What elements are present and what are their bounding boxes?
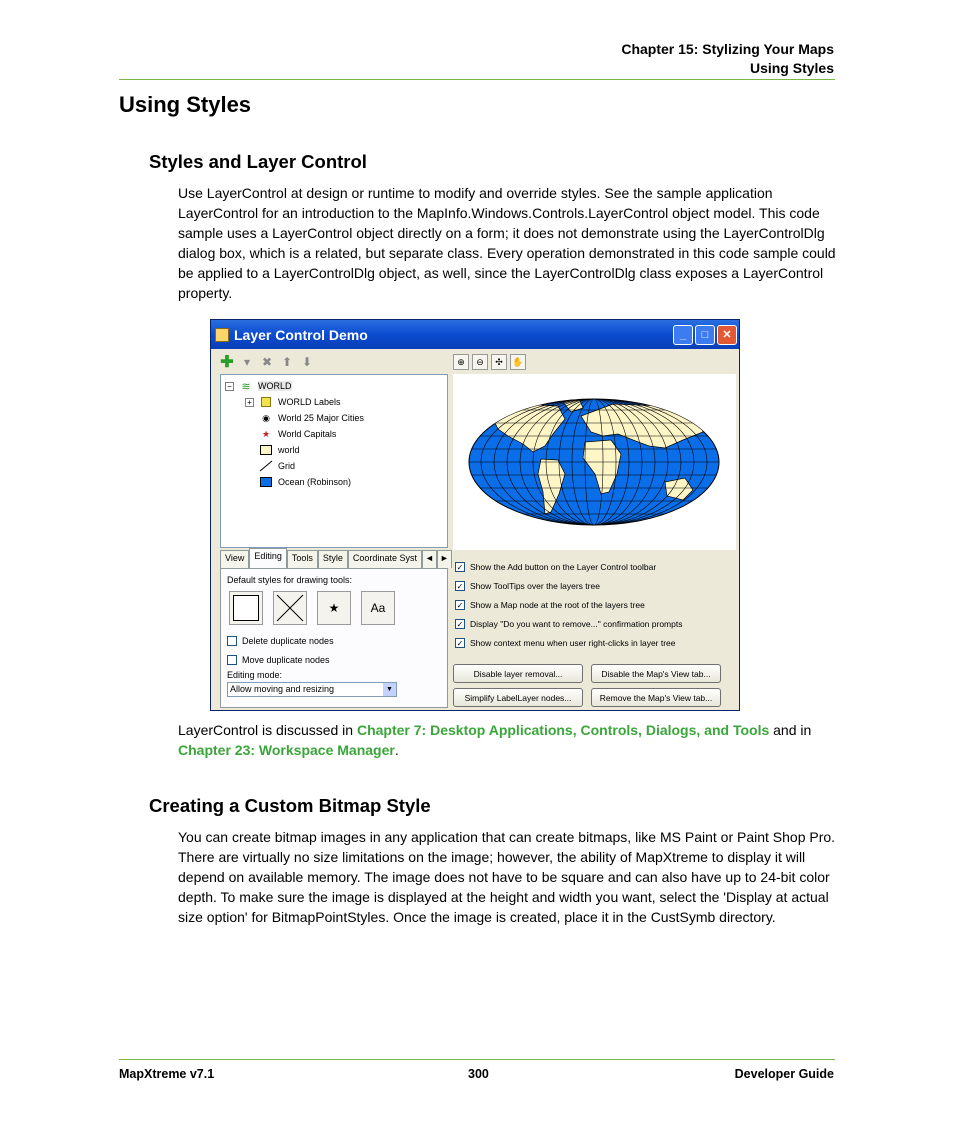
option-row[interactable] xyxy=(455,614,682,633)
layer-control-dialog xyxy=(210,319,740,711)
ref-post: . xyxy=(394,742,399,758)
checked-checkbox[interactable]: ✓ xyxy=(456,638,464,648)
tree-item-label: World 25 Major Cities xyxy=(278,413,364,423)
tab-editing[interactable]: Editing xyxy=(249,548,287,568)
text-style-button[interactable] xyxy=(361,591,395,625)
checked-checkbox[interactable]: ✓ xyxy=(456,581,464,591)
header-chapter: Chapter 15: Stylizing Your Maps xyxy=(621,41,834,57)
region-swatch-icon xyxy=(259,444,273,456)
chapter-23-link[interactable]: Chapter 23: Workspace Manager xyxy=(178,742,395,758)
label-layer-icon xyxy=(259,396,273,408)
editing-mode-select[interactable] xyxy=(227,682,397,697)
option-row[interactable] xyxy=(455,633,682,652)
chapter-references xyxy=(178,720,838,760)
simplify-labellayer-button[interactable]: Simplify LabelLayer nodes... xyxy=(453,688,583,707)
layers-icon: ≋ xyxy=(241,380,251,393)
tree-item-label: world xyxy=(278,445,300,455)
zoom-out-icon[interactable]: ⊖ xyxy=(472,354,488,370)
editing-tab-panel xyxy=(220,568,448,708)
remove-layer-icon[interactable]: ✖ xyxy=(261,355,273,369)
point-icon: ◉ xyxy=(262,412,270,423)
move-duplicate-label: Move duplicate nodes xyxy=(242,654,330,665)
app-icon xyxy=(215,328,229,342)
footer-guide: Developer Guide xyxy=(734,1067,834,1081)
dialog-title: Layer Control Demo xyxy=(234,326,368,343)
option-row[interactable] xyxy=(455,595,682,614)
map-panel xyxy=(451,351,737,709)
move-up-icon[interactable]: ⬆ xyxy=(281,355,293,369)
tree-item[interactable] xyxy=(225,426,443,442)
option-label: Display "Do you want to remove..." confirmation prompts xyxy=(470,618,683,629)
option-label: Show context menu when user right-clicks in layer tree xyxy=(470,637,676,648)
tree-item-label: Ocean (Robinson) xyxy=(278,477,352,487)
section-heading-layer-control: Styles and Layer Control xyxy=(149,151,367,172)
line-icon xyxy=(259,460,273,472)
remove-view-tab-button[interactable]: Remove the Map's View tab... xyxy=(591,688,721,707)
button-row-2 xyxy=(453,688,721,707)
expand-icon[interactable]: + xyxy=(245,398,254,407)
section-body-bitmap-style: You can create bitmap images in any application that can create bitmaps, like MS Paint or Paint Shop Pro. There are virtually no size limitations on the image; however, the ability of MapXtreme to display it will depend on available memory. The image does not have to be square and can also have up to 24-bit color depth. To make sure the image is displayed at the height and width you want, select the 'Display at actual size option' for BitmapPointStyles. Once the image is created, place it in the CustSymb directory. xyxy=(178,829,836,925)
region-style-button[interactable] xyxy=(229,591,263,625)
tree-item[interactable] xyxy=(225,410,443,426)
layers-tree[interactable] xyxy=(220,374,448,548)
chevron-down-icon[interactable]: ▼ xyxy=(383,683,396,696)
option-label: Show a Map node at the root of the layers tree xyxy=(470,599,645,610)
cross-line-icon xyxy=(275,593,305,623)
pan-hand-icon[interactable]: ✋ xyxy=(510,354,526,370)
page-title: Using Styles xyxy=(119,92,252,117)
footer-rule xyxy=(119,1059,835,1060)
editing-mode-value: Allow moving and resizing xyxy=(230,684,335,694)
collapse-icon[interactable]: − xyxy=(225,382,234,391)
option-row[interactable] xyxy=(455,557,682,576)
move-down-icon[interactable]: ⬇ xyxy=(301,355,313,369)
tree-item[interactable] xyxy=(225,474,443,490)
footer-product: MapXtreme v7.1 xyxy=(119,1067,215,1081)
maximize-button[interactable]: □ xyxy=(695,325,715,345)
delete-duplicate-option[interactable] xyxy=(227,631,441,650)
center-icon[interactable]: ✣ xyxy=(491,354,507,370)
map-toolbar xyxy=(451,351,737,373)
chapter-7-link[interactable]: Chapter 7: Desktop Applications, Controls, Dialogs, and Tools xyxy=(356,722,770,738)
default-styles-label: Default styles for drawing tools: xyxy=(227,575,353,585)
star-icon: ★ xyxy=(328,601,340,615)
star-icon: ★ xyxy=(261,428,271,439)
header-rule xyxy=(119,79,835,80)
layer-toolbar xyxy=(215,351,449,373)
tab-view[interactable]: View xyxy=(220,550,249,568)
square-icon xyxy=(233,595,259,621)
move-duplicate-checkbox[interactable] xyxy=(227,655,237,665)
option-row[interactable] xyxy=(455,576,682,595)
disable-layer-removal-button[interactable]: Disable layer removal... xyxy=(453,664,583,683)
tree-item[interactable] xyxy=(225,394,443,410)
layer-tabs xyxy=(220,550,448,568)
tab-scroll-right-icon[interactable]: ► xyxy=(437,550,452,568)
tree-item-label: WORLD xyxy=(258,381,292,391)
layer-control-panel xyxy=(215,351,449,709)
tab-coordinate-syst[interactable]: Coordinate Syst xyxy=(348,550,422,568)
tab-scroll-left-icon[interactable]: ◄ xyxy=(422,550,437,568)
blue-swatch-icon xyxy=(259,476,273,488)
checked-checkbox[interactable]: ✓ xyxy=(456,562,464,572)
ref-mid: and in xyxy=(769,722,812,738)
tree-item[interactable] xyxy=(225,458,443,474)
world-map-image xyxy=(453,374,736,550)
page-number: 300 xyxy=(468,1067,489,1081)
tab-tools[interactable]: Tools xyxy=(287,550,318,568)
checked-checkbox[interactable]: ✓ xyxy=(456,619,464,629)
editing-mode-label: Editing mode: xyxy=(227,670,283,680)
section-body-layer-control: Use LayerControl at design or runtime to modify and override styles. See the sample application LayerControl for an introduction to the MapInfo.Windows.Controls.LayerControl object model. This code sample uses a LayerControl object directly on a form; it does not demonstrate using the LayerControlDlg dialog box, which is a related, but separate class. Every operation demonstrated in this code sample could be applied to a LayerControlDlg object, as well, since the LayerControlDlg class exposes a LayerControl property. xyxy=(178,185,836,301)
map-view[interactable] xyxy=(453,374,736,550)
button-row-1 xyxy=(453,664,721,683)
dropdown-arrow-icon[interactable]: ▾ xyxy=(243,355,251,369)
running-header xyxy=(621,40,834,78)
disable-view-tab-button[interactable]: Disable the Map's View tab... xyxy=(591,664,721,683)
delete-duplicate-checkbox[interactable] xyxy=(227,636,237,646)
section-heading-bitmap-style: Creating a Custom Bitmap Style xyxy=(149,795,431,816)
text-icon: Aa xyxy=(370,601,386,615)
symbol-style-button[interactable] xyxy=(317,591,351,625)
zoom-in-icon[interactable]: ⊕ xyxy=(453,354,469,370)
checked-checkbox[interactable]: ✓ xyxy=(456,600,464,610)
tree-item[interactable] xyxy=(225,378,443,394)
ref-pre: LayerControl is discussed in xyxy=(178,722,357,738)
minimize-button[interactable]: _ xyxy=(673,325,693,345)
line-style-button[interactable] xyxy=(273,591,307,625)
tree-item[interactable] xyxy=(225,442,443,458)
delete-duplicate-label: Delete duplicate nodes xyxy=(242,635,334,646)
option-label: Show ToolTips over the layers tree xyxy=(470,580,600,591)
tree-item-label: Grid xyxy=(278,461,296,471)
header-section: Using Styles xyxy=(749,60,834,76)
tab-style[interactable]: Style xyxy=(318,550,348,568)
tree-item-label: World Capitals xyxy=(278,429,337,439)
tree-item-label: WORLD Labels xyxy=(278,397,341,407)
dialog-titlebar xyxy=(211,320,739,349)
close-button[interactable]: ✕ xyxy=(717,325,737,345)
style-buttons xyxy=(229,591,441,625)
add-layer-icon[interactable]: ✚ xyxy=(220,354,234,371)
layer-control-options xyxy=(455,557,682,652)
move-duplicate-option[interactable] xyxy=(227,650,441,669)
option-label: Show the Add button on the Layer Control toolbar xyxy=(470,561,657,572)
